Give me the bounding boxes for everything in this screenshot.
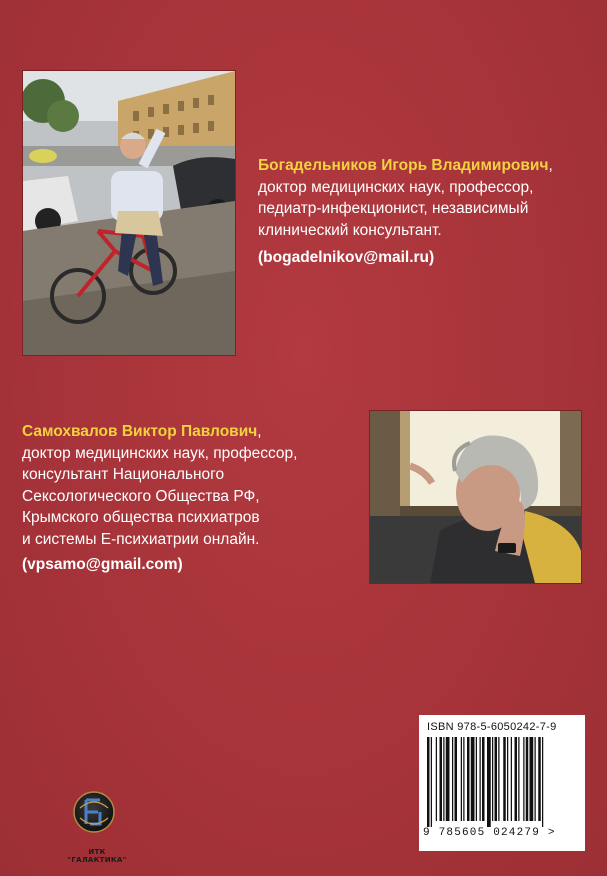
barcode-bar — [443, 737, 444, 821]
barcode-bar — [471, 737, 475, 821]
author1-photo — [22, 70, 236, 356]
publisher-label: ИТК "ГАЛАКТИКА" — [67, 848, 127, 864]
barcode-bar — [487, 737, 491, 827]
barcode-bar — [427, 737, 430, 827]
barcode-bar — [431, 737, 432, 827]
barcode-bar — [476, 737, 477, 821]
author2-line-2: консультант Национального — [22, 466, 225, 483]
barcode-bar — [523, 737, 524, 821]
barcode-block — [419, 715, 585, 851]
barcode-bar — [503, 737, 506, 821]
barcode-bar — [495, 737, 498, 821]
barcode-bar — [507, 737, 508, 821]
barcode-bar — [526, 737, 529, 821]
barcode-bar — [440, 737, 443, 821]
barcode-bar — [452, 737, 453, 821]
publisher-logo — [60, 778, 130, 854]
barcode-bar — [467, 737, 470, 821]
barcode-bar — [515, 737, 518, 821]
barcode-bar — [463, 737, 464, 821]
barcode-bar — [518, 737, 519, 821]
author1-name: Богадельников Игорь Владимирович — [258, 157, 549, 174]
author1-line-1: доктор медицинских наук, профессор, — [258, 178, 534, 196]
author2-line-3: Сексологического Общества РФ, — [22, 487, 260, 505]
author1-line-3: клинический консультант. — [258, 221, 442, 239]
author2-name: Самохвалов Виктор Павлович — [22, 423, 258, 440]
barcode-bar — [436, 737, 437, 821]
author2-bio: Самохвалов Виктор Павлович, доктор медицинских наук, профессор, консультант Национального Сексологического Общества РФ, Крымского общества психиатров и системы Е-психиатрии онлайн. (vpsamo@gmail.com) — [22, 421, 367, 576]
barcode-bar — [492, 737, 493, 821]
author1-email[interactable]: bogadelnikov@mail.ru — [263, 249, 430, 266]
barcode-bar — [461, 737, 462, 821]
author1-line-2: педиатр-инфекционист, независимый — [258, 200, 529, 217]
barcode-bar — [542, 737, 543, 827]
barcode-bar — [480, 737, 481, 821]
barcode-bar — [446, 737, 450, 821]
barcode-bar — [498, 737, 499, 821]
barcode-bar — [455, 737, 458, 821]
author2-email[interactable]: vpsamo@gmail.com — [27, 556, 178, 573]
author2-line-1: доктор медицинских наук, профессор, — [22, 444, 298, 462]
author1-bio: Богадельников Игорь Владимирович, доктор медицинских наук, профессор, педиатр-инфекционист, независимый клинический консультант. (bogadelnikov@mail.ru) — [258, 155, 603, 269]
barcode-bar — [535, 737, 536, 821]
author2-line-4: Крымского общества психиатров — [22, 509, 260, 526]
barcode-bar — [538, 737, 541, 821]
author2-line-5: и системы Е-психиатрии онлайн. — [22, 530, 260, 548]
barcode-digits: 9 785605 024279 > — [423, 827, 556, 839]
barcode-bar — [511, 737, 512, 821]
barcode-bar — [482, 737, 485, 821]
isbn-text: ISBN 978-5-6050242-7-9 — [427, 721, 557, 733]
barcode-bar — [530, 737, 534, 821]
author2-photo — [369, 410, 582, 584]
barcode-bars — [427, 737, 577, 827]
